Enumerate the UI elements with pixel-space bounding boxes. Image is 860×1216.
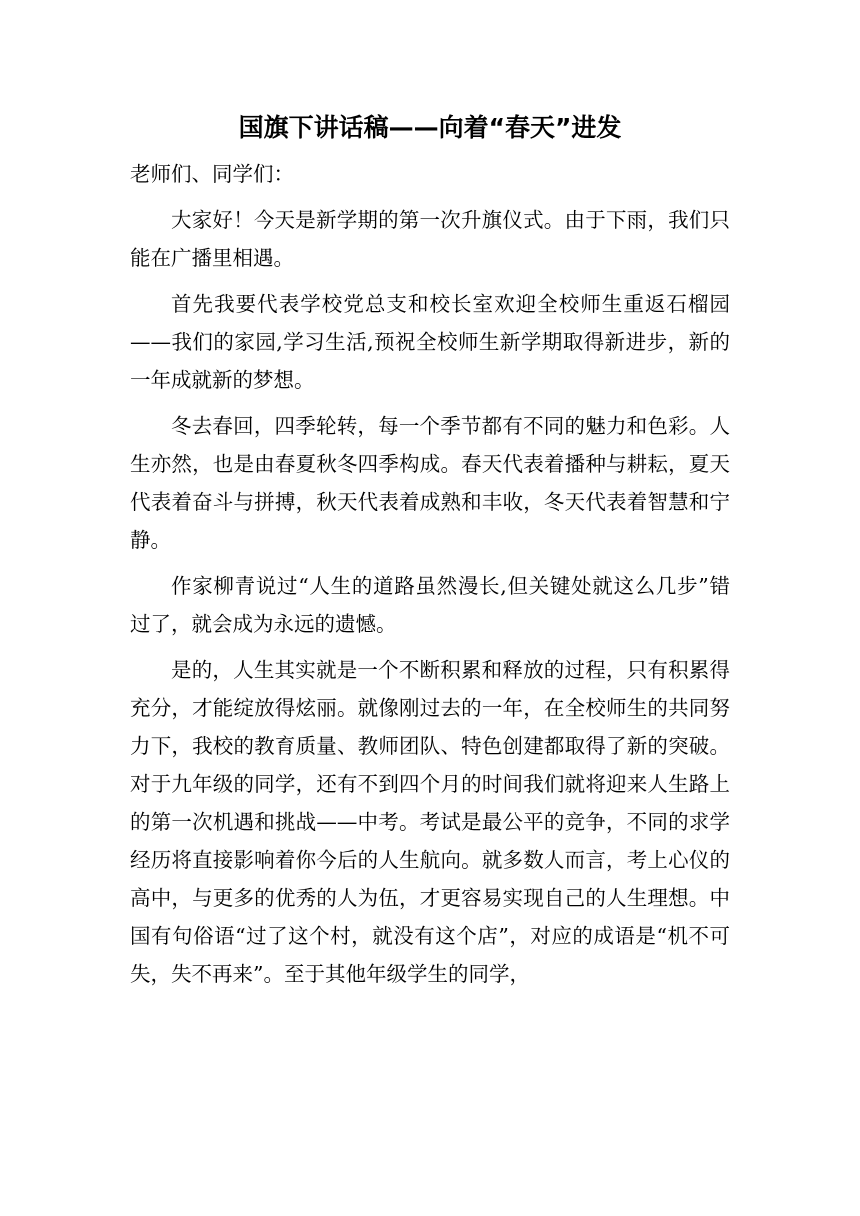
- paragraph-3: 冬去春回，四季轮转，每一个季节都有不同的魅力和色彩。人生亦然，也是由春夏秋冬四季构成。春天代表着播种与耕耘，夏天代表着奋斗与拼搏，秋天代表着成熟和丰收，冬天代表着智慧和宁静。: [130, 414, 730, 552]
- paragraph-4: 作家柳青说过“人生的道路虽然漫长,但关键处就这么几步”错过了，就会成为永远的遗憾。: [130, 574, 730, 636]
- paragraph-5: 是的，人生其实就是一个不断积累和释放的过程，只有积累得充分，才能绽放得炫丽。就像刚过去的一年，在全校师生的共同努力下，我校的教育质量、教师团队、特色创建都取得了新的突破。对于九年级的同学，还有不到四个月的时间我们就将迎来人生路上的第一次机遇和挑战——中考。考试是最公平的竞争，不同的求学经历将直接影响着你今后的人生航向。就多数人而言，考上心仪的高中，与更多的优秀的人为伍，才更容易实现自己的人生理想。中国有句俗语“过了这个村，就没有这个店”，对应的成语是“机不可失，失不再来”。至于其他年级学生的同学，: [130, 658, 730, 986]
- paragraph-1: 大家好！今天是新学期的第一次升旗仪式。由于下雨，我们只能在广播里相遇。: [130, 208, 730, 270]
- document-body: [130, 155, 730, 993]
- document-title: 国旗下讲话稿——向着“春天”进发: [238, 113, 622, 142]
- paragraph-2: 首先我要代表学校党总支和校长室欢迎全校师生重返石榴园——我们的家园,学习生活,预祝全校师生新学期取得新进步，新的一年成就新的梦想。: [130, 292, 730, 392]
- salutation: 老师们、同学们：: [130, 162, 294, 186]
